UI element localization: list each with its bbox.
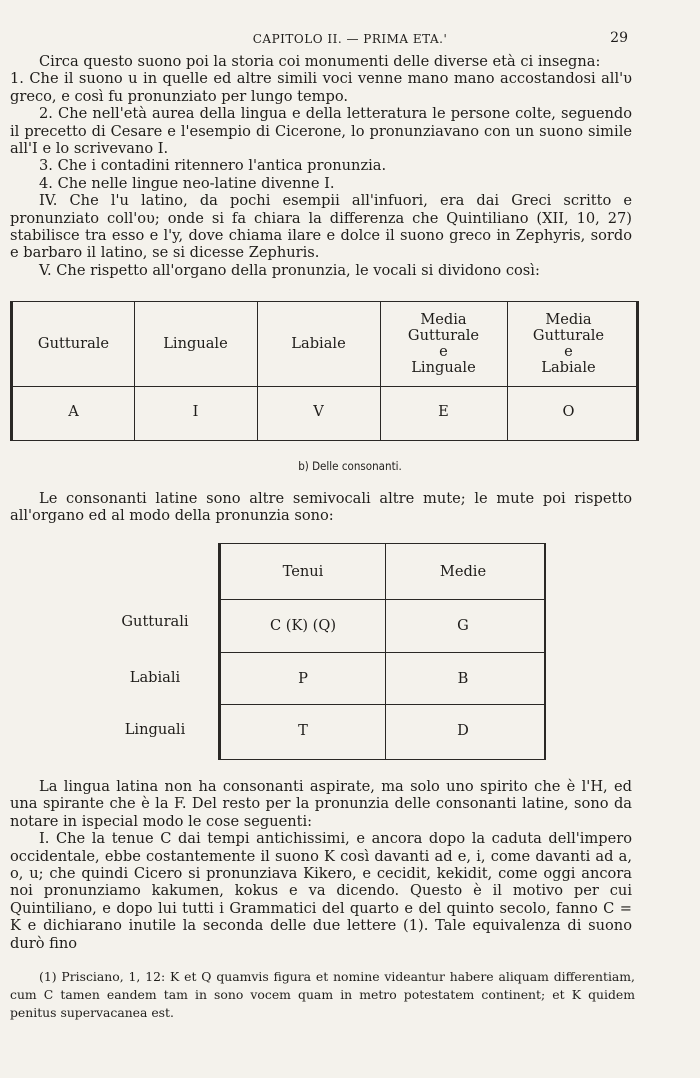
paragraph: IV. Che l'u latino, da pochi esempii all'infuori, era dai Greci scritto e pronunziato coll'ου; onde si fa chiara la differenza che Quintiliano (XII, 10, 27) stabilisce tra esso e l'y, dove chiama ilare e dolce il suono greco in Zephyris, sordo e barbaro il latino, se si dicesse Zephuris. — [10, 192, 632, 262]
column-header: Tenui — [282, 562, 324, 580]
consonant-table — [218, 543, 546, 760]
vowel-value-cell: I — [192, 403, 199, 420]
vowel-table — [10, 301, 639, 441]
tenui-cell: P — [298, 669, 308, 687]
column-header: Medie — [439, 562, 487, 580]
row-label: Labiali — [129, 669, 181, 686]
row-label: Gutturali — [121, 613, 189, 630]
paragraph: 3. Che i contadini ritennero l'antica pronunzia. — [39, 157, 387, 175]
paragraph: Circa questo suono poi la storia coi monumenti delle diverse età ci insegna: — [39, 53, 601, 70]
vowel-value-cell: V — [313, 403, 324, 420]
medie-cell: G — [457, 617, 469, 634]
header-line: Media — [545, 311, 592, 328]
medie-cell: B — [457, 669, 469, 687]
vowel-value-cell: O — [562, 403, 575, 420]
footnote-text: (1) Prisciano, 1, 12: K et Q quamvis figura et nomine videantur habere aliquam differentiam, cum C tamen eandem tam in sono vocem quam in metro potestatem continent; et K quidem penitus supervacanea est. — [10, 969, 635, 1020]
paragraph: 1. Che il suono u in quelle ed altre simili voci venne mano mano accostandosi all'υ greco, e così fu pronunziato per lungo tempo. — [10, 70, 632, 105]
header-line: Gutturale — [407, 327, 480, 344]
medie-cell: D — [457, 722, 469, 739]
header-line: Gutturale — [532, 327, 605, 344]
vowel-header-cell — [13, 302, 134, 386]
running-header — [0, 30, 700, 50]
body-text — [10, 778, 632, 952]
paragraph: I. Che la tenue C dai tempi antichissimi, e ancora dopo la caduta dell'impero occidentale, ebbe costantemente il suono K così davanti ad e, i, come davanti ad a, o, u; che quindi Cicero si pronunziava Kikero, e cecidit, kekidit, come oggi ancora noi pronunziamo kakumen, kokus e va dicendo. Questo è il motivo per cui Quintiliano, e dopo lui tutti i Grammatici del quarto e del quinto secolo, fanno C = K e dichiarano inutile la seconda delle due lettere (1). Tale equivalenza di suono durò fino — [10, 830, 632, 952]
running-title: CAPITOLO II. — PRIMA ETA.' — [252, 32, 448, 46]
header-line: Labiale — [291, 335, 346, 352]
header-line: Labiale — [541, 359, 596, 376]
tenui-cell: T — [298, 722, 308, 739]
header-line: Media — [420, 311, 467, 328]
page-number: 29 — [610, 30, 628, 46]
header-line: e — [439, 343, 448, 360]
header-line: Linguale — [163, 335, 228, 352]
paragraph: Le consonanti latine sono altre semivocali altre mute; le mute poi rispetto all'organo ed al modo della pronunzia sono: — [10, 490, 632, 525]
paragraph: La lingua latina non ha consonanti aspirate, ma solo uno spirito che è l'H, ed una spirante che è la F. Del resto per la pronunzia delle consonanti latine, sono da notare in ispecial modo le cose seguenti: — [10, 778, 632, 830]
vowel-header-cell — [257, 302, 380, 386]
vowel-header-cell — [507, 302, 630, 386]
header-line: e — [564, 343, 573, 360]
paragraph: 4. Che nelle lingue neo-latine divenne I. — [39, 174, 335, 192]
footnote — [10, 968, 635, 1022]
header-line: Gutturale — [37, 335, 110, 352]
vowel-value-cell: E — [438, 403, 449, 420]
intro-text — [10, 53, 632, 279]
row-label: Linguali — [124, 721, 186, 738]
header-line: Linguale — [411, 359, 476, 376]
paragraph: V. Che rispetto all'organo della pronunzia, le vocali si dividono così: — [39, 261, 540, 279]
vowel-header-cell — [380, 302, 507, 386]
paragraph: 2. Che nell'età aurea della lingua e della letteratura le persone colte, seguendo il precetto di Cesare e l'esempio di Cicerone, lo pronunziavano con un suono simile all'I e lo scrivevano I. — [10, 105, 632, 158]
tenui-cell: C (K) (Q) — [269, 617, 337, 634]
vowel-header-cell — [134, 302, 257, 386]
vowel-value-cell: A — [68, 403, 79, 420]
consonants-intro — [10, 490, 632, 525]
section-caption: b) Delle consonanti. — [298, 459, 402, 473]
